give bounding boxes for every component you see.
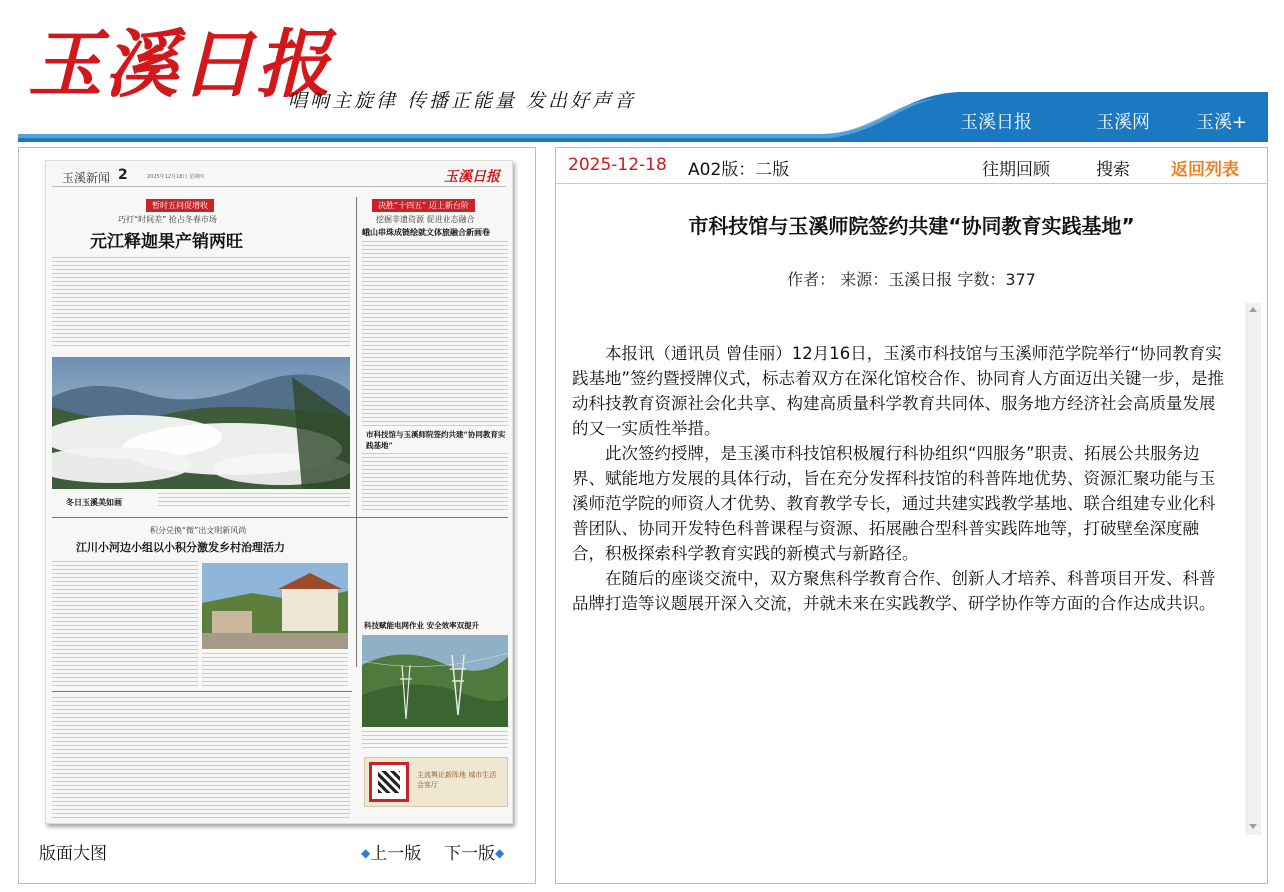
- article-body: [572, 341, 1228, 616]
- story-text-block: [362, 453, 508, 513]
- next-page-label: 下一版: [444, 844, 495, 864]
- story-text-block: [362, 241, 508, 426]
- article-scrollbar[interactable]: [1245, 303, 1261, 835]
- article-title: 市科技馆与玉溪师院签约共建“协同教育实践基地”: [688, 214, 1135, 238]
- story-subtitle: 积分兑换“微”出文明新风尚: [150, 526, 247, 535]
- story-text-block: [52, 697, 350, 819]
- story-headline[interactable]: 峨山串珠成链绘就文体旅融合新画卷: [362, 227, 490, 237]
- paper-header: [52, 165, 506, 187]
- village-photo[interactable]: [202, 563, 348, 649]
- diamond-icon: ◆: [495, 846, 505, 860]
- qr-code-icon: [369, 762, 409, 802]
- ad-text: 主流舆论新阵地 城市生活会客厅: [417, 771, 497, 789]
- article-panel: [555, 147, 1268, 884]
- paper-logo: 玉溪日报: [444, 169, 500, 185]
- story-text-block: [52, 257, 350, 349]
- back-to-list-link[interactable]: 返回列表: [1171, 160, 1239, 180]
- issue-date: 2025-12-18: [568, 155, 667, 175]
- story-tag: 决胜“十四五” 迈上新台阶: [372, 199, 475, 212]
- landscape-photo[interactable]: [52, 357, 350, 489]
- article-toolbar: [556, 148, 1267, 184]
- story-text-block: [202, 653, 348, 687]
- story-headline[interactable]: 市科技馆与玉溪师院签约共建“协同教育实践基地”: [366, 430, 506, 450]
- prev-page-label: 上一版: [370, 844, 422, 864]
- site-logo[interactable]: 玉溪日报: [28, 22, 332, 108]
- story-subtitle: 挖掘非遗资源 促进业态融合: [376, 215, 475, 224]
- ad-box[interactable]: [364, 757, 508, 807]
- story-headline[interactable]: 科技赋能电网作业 安全效率双提升: [364, 621, 480, 630]
- column-divider: [356, 197, 357, 667]
- story-text-block: [52, 561, 198, 687]
- newspaper-page-image[interactable]: [45, 160, 513, 824]
- next-page-link[interactable]: [444, 839, 504, 864]
- paper-date: 2025年12月18日 星期四: [147, 174, 205, 180]
- scroll-down-icon[interactable]: [1249, 824, 1257, 829]
- nav-yuxi-daily[interactable]: 玉溪日报: [960, 112, 1032, 133]
- article-paragraph: 在随后的座谈交流中，双方聚焦科学教育合作、创新人才培养、科普项目开发、科普品牌打造等议题展开深入交流，并就未来在实践教学、研学协作等方面的合作达成共识。: [572, 569, 1216, 613]
- search-link[interactable]: 搜索: [1096, 160, 1130, 180]
- story-headline[interactable]: 元江释迦果产销两旺: [90, 232, 243, 252]
- article-paragraph: 此次签约授牌，是玉溪市科技馆积极履行科协组织“四服务”职责、拓展公共服务边界、赋能地方发展的具体行动，旨在充分发挥科技馆的科普阵地优势、资源汇聚功能与玉溪师范学院的师资人才优势、教育教学专长，通过共建实践教学基地、联合组建专业化科普团队、协同开发特色科普课程与资源、拓展融合型科普实践阵地等，打破壁垒深度融合，积极探索科学教育实践的新模式与新路径。: [572, 444, 1216, 563]
- row-divider: [52, 517, 508, 518]
- row-divider: [52, 691, 352, 692]
- site-slogan: 唱响主旋律 传播正能量 发出好声音: [288, 90, 637, 112]
- story-headline[interactable]: 江川小河边小组以小积分激发乡村治理活力: [76, 541, 285, 554]
- article-paragraph: 本报讯（通讯员 曾佳丽）12月16日，玉溪市科技馆与玉溪师范学院举行“协同教育实践基地”签约暨授牌仪式，标志着双方在深化馆校合作、协同育人方面迈出关键一步，是推动科技教育资源社会化共享、构建高质量科学教育共同体、服务地方经济社会高质量发展的又一实质性举措。: [572, 344, 1225, 438]
- nav-yuxi-plus[interactable]: 玉溪+: [1196, 112, 1248, 133]
- scroll-up-icon[interactable]: [1249, 307, 1257, 312]
- story-subtitle: 巧打“时间差” 抢占冬春市场: [118, 215, 217, 224]
- page-nav-footer: [39, 839, 517, 863]
- header-wave-banner: [0, 88, 1284, 142]
- edition-label: A02版：二版: [688, 160, 790, 180]
- paper-page-number: 2: [118, 167, 128, 183]
- page-thumbnail-panel: [18, 147, 536, 884]
- article-meta: 作者： 来源：玉溪日报 字数：377: [787, 270, 1036, 289]
- power-grid-photo[interactable]: [362, 635, 508, 727]
- photo-caption: 冬日玉溪美如画: [66, 498, 122, 507]
- story-tag: 暂时五问促增收: [146, 199, 214, 212]
- nav-yuxi-net[interactable]: 玉溪网: [1096, 112, 1150, 133]
- site-header: [0, 0, 1284, 142]
- paper-section-name: 玉溪新闻: [62, 171, 111, 185]
- diamond-icon: ◆: [361, 846, 371, 860]
- caption-text-block: [362, 731, 508, 751]
- past-issues-link[interactable]: 往期回顾: [982, 160, 1050, 180]
- full-page-image-link[interactable]: 版面大图: [39, 844, 107, 864]
- prev-page-link[interactable]: [361, 839, 421, 864]
- caption-text-block: [158, 493, 350, 509]
